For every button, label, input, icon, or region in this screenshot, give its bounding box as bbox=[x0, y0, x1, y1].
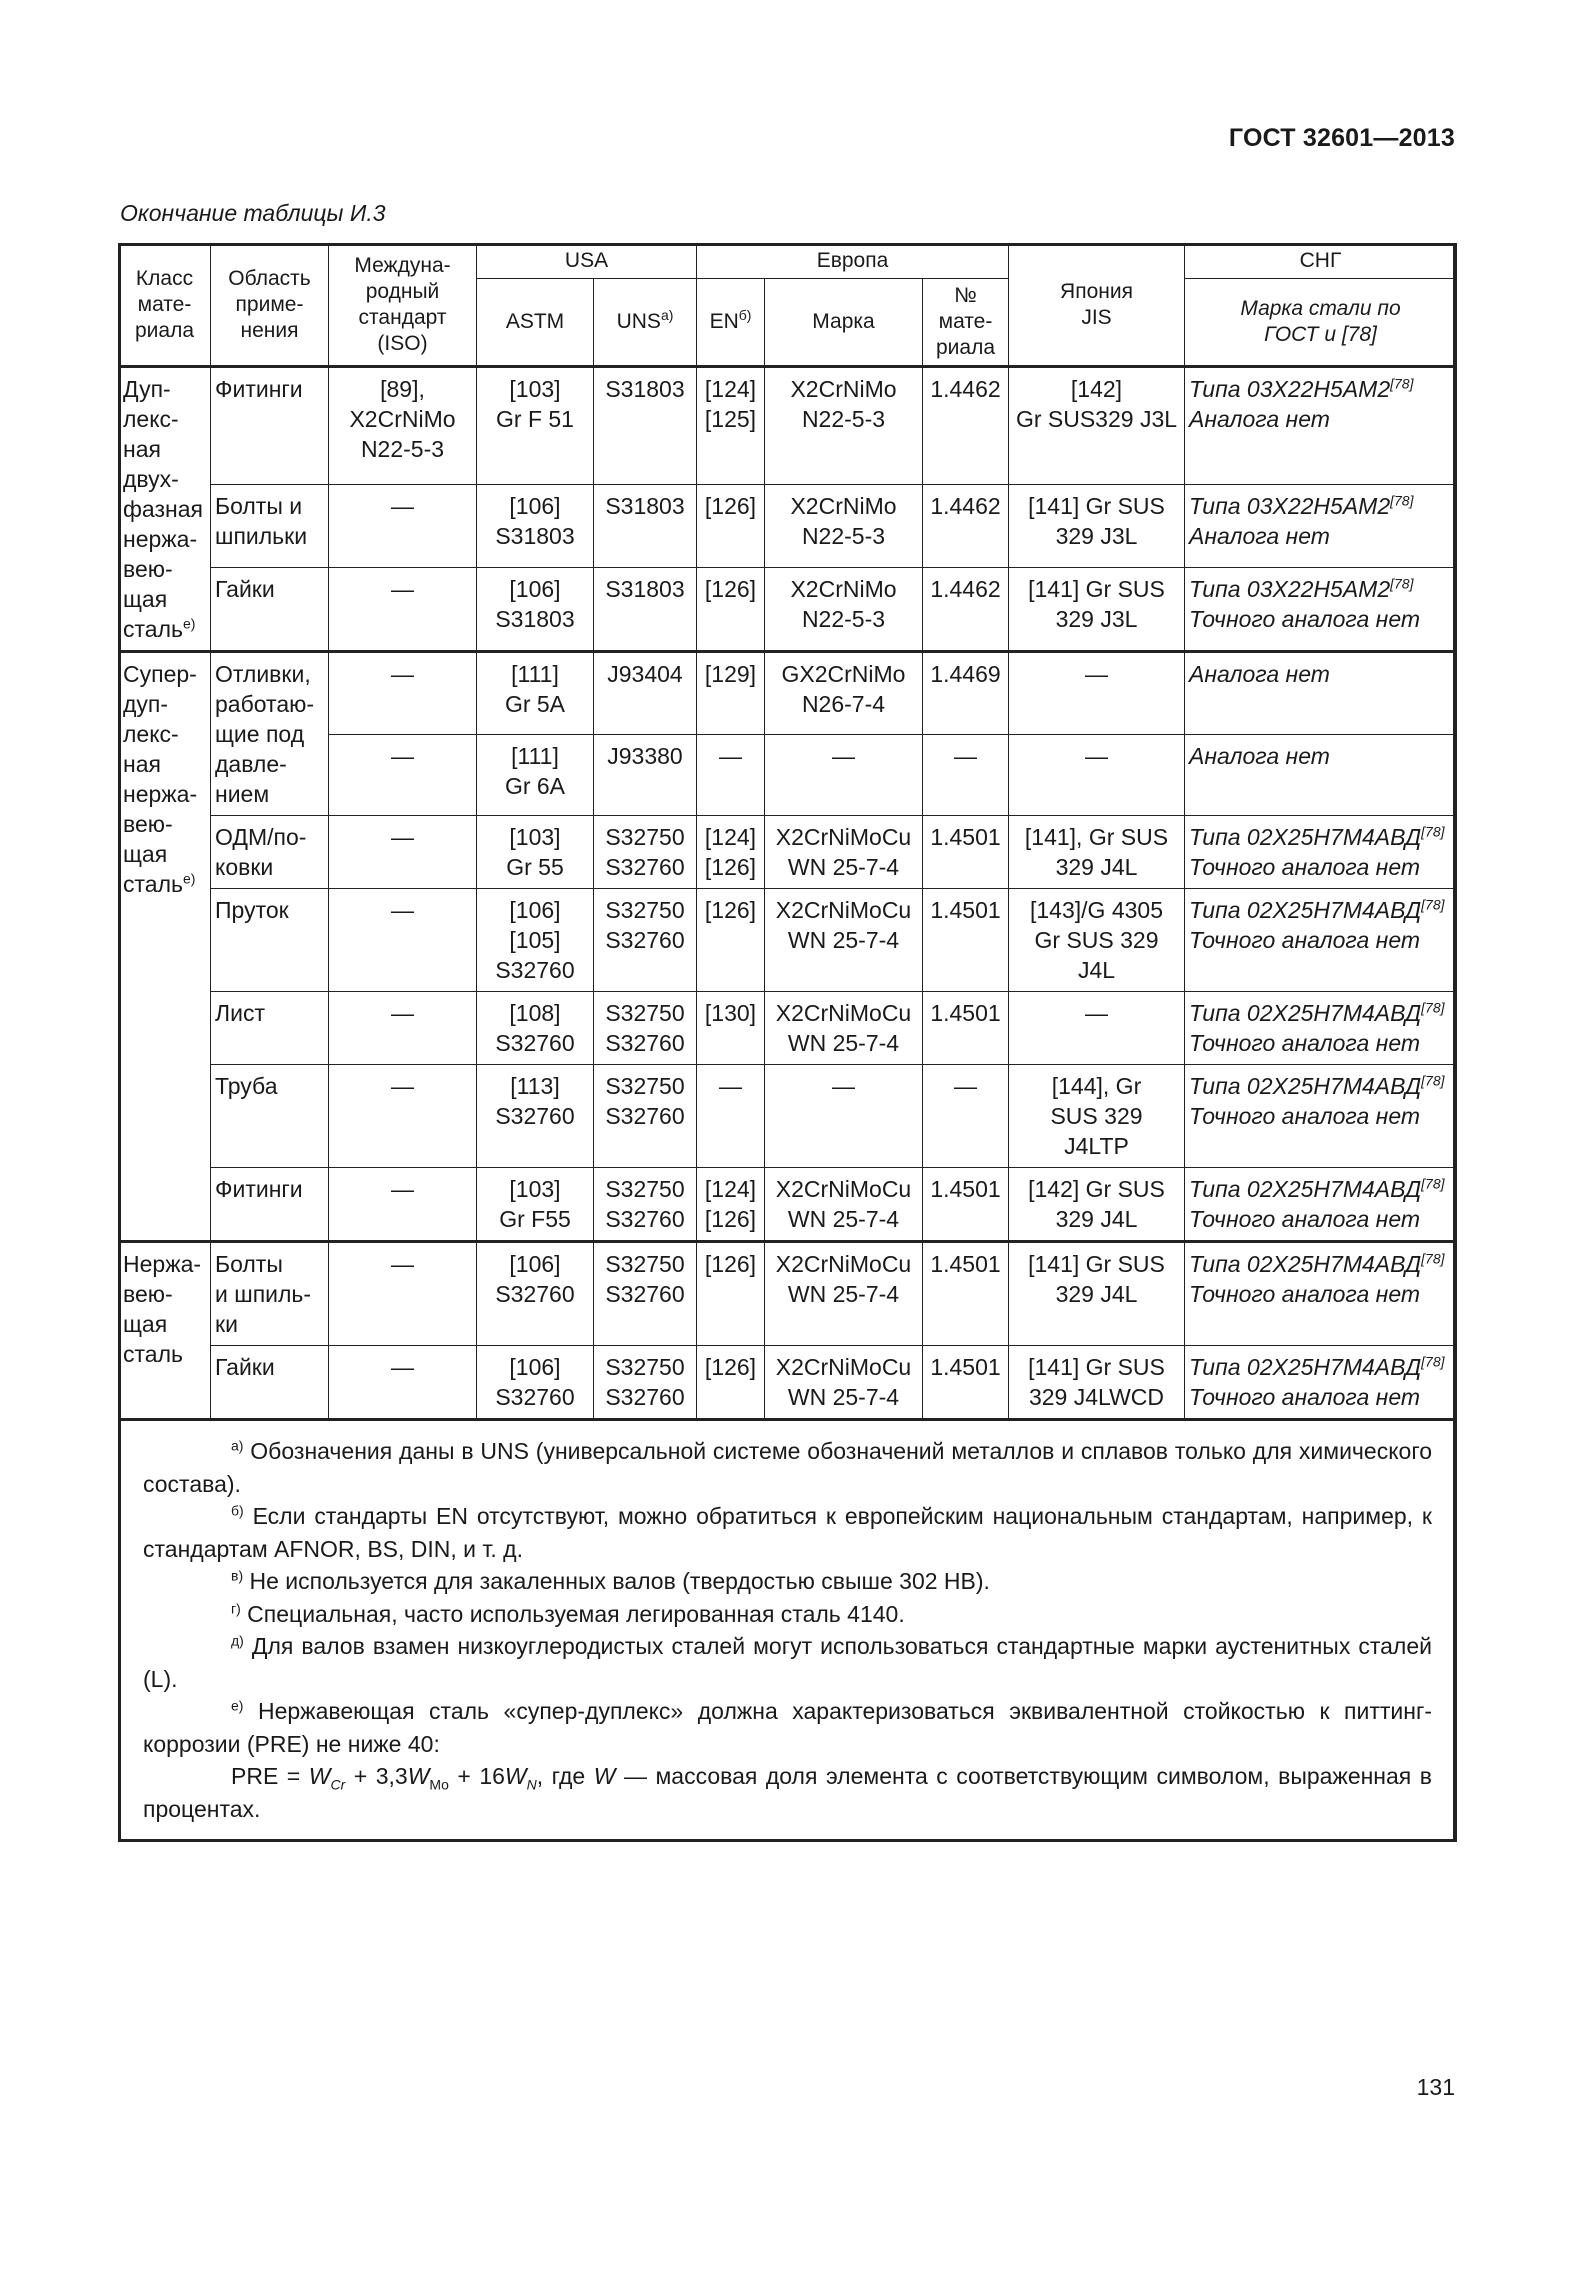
astm-cell: [103] Gr 55 bbox=[477, 816, 594, 889]
cis-grade-text: Типа 03Х22Н5АМ2 bbox=[1189, 493, 1391, 520]
en-cell: — bbox=[697, 1065, 765, 1168]
cis-cell bbox=[1185, 734, 1457, 815]
area-cell: Фитинги bbox=[211, 367, 329, 485]
jis-cell: [141] Gr SUS 329 J4LWCD bbox=[1009, 1346, 1185, 1420]
cis-analog-text: Точного аналога нет bbox=[1189, 605, 1421, 632]
header-europe: Европа bbox=[697, 244, 1009, 279]
cis-cell bbox=[1185, 367, 1457, 485]
matno-cell: 1.4501 bbox=[923, 1242, 1009, 1346]
cis-cell bbox=[1185, 889, 1457, 992]
ref-78: [78] bbox=[1421, 1072, 1445, 1089]
astm-cell: [111] Gr 5A bbox=[477, 652, 594, 735]
grade-cell: X2CrNiMo N22-5-3 bbox=[765, 567, 923, 651]
en-cell: [124] [126] bbox=[697, 816, 765, 889]
uns-cell: S32750 S32760 bbox=[594, 1242, 697, 1346]
uns-cell: S32750 S32760 bbox=[594, 889, 697, 992]
jis-cell: [141], Gr SUS 329 J4L bbox=[1009, 816, 1185, 889]
matno-cell: 1.4501 bbox=[923, 889, 1009, 992]
iso-cell: — bbox=[329, 485, 477, 568]
table-row bbox=[119, 367, 1457, 485]
ref-78: [78] bbox=[1390, 575, 1414, 592]
jis-cell: [141] Gr SUS 329 J4L bbox=[1009, 1242, 1185, 1346]
en-cell: [124] [125] bbox=[697, 367, 765, 485]
steel-equivalents-table bbox=[118, 243, 1457, 1842]
matno-cell: 1.4501 bbox=[923, 1346, 1009, 1420]
cis-analog-text: Точного аналога нет bbox=[1189, 1103, 1421, 1129]
page-number: 131 bbox=[1416, 2074, 1455, 2100]
iso-cell: — bbox=[329, 889, 477, 992]
matno-cell: 1.4501 bbox=[923, 816, 1009, 889]
footnote-g bbox=[143, 1598, 1432, 1631]
table-row bbox=[119, 652, 1457, 735]
area-cell: Пруток bbox=[211, 889, 329, 992]
grade-cell: X2CrNiMoCu WN 25-7-4 bbox=[765, 1242, 923, 1346]
grade-cell: X2CrNiMo N22-5-3 bbox=[765, 367, 923, 485]
header-japan: Япония JIS bbox=[1009, 244, 1185, 367]
formula-part: + 3,3 bbox=[345, 1763, 408, 1789]
document-number: ГОСТ 32601—2013 bbox=[1228, 124, 1455, 152]
cis-cell bbox=[1185, 992, 1457, 1065]
iso-cell: — bbox=[329, 567, 477, 651]
footnote-v bbox=[143, 1565, 1432, 1598]
footnote-text: Нержавеющая сталь «супер-дуплекс» должна характеризоваться эквивалентной стойкостью к питтинг-коррозии (PRE) не ниже 40: bbox=[143, 1698, 1433, 1757]
matno-cell: 1.4462 bbox=[923, 567, 1009, 651]
header-usa: USA bbox=[477, 244, 697, 279]
cis-grade-text: Типа 03Х22Н5АМ2 bbox=[1189, 376, 1391, 402]
footnote-b bbox=[143, 1500, 1432, 1565]
matno-cell: 1.4501 bbox=[923, 1168, 1009, 1242]
formula-index: Mo bbox=[429, 1776, 449, 1793]
uns-cell: J93404 bbox=[594, 652, 697, 735]
area-cell-castings: Отливки, работаю- щие под давле- нием bbox=[211, 652, 329, 816]
astm-cell: [106] S32760 bbox=[477, 1242, 594, 1346]
area-cell: ОДМ/по- ковки bbox=[211, 816, 329, 889]
uns-cell: S32750 S32760 bbox=[594, 992, 697, 1065]
grade-cell: X2CrNiMoCu WN 25-7-4 bbox=[765, 992, 923, 1065]
footnote-mark: д) bbox=[231, 1632, 244, 1649]
cis-grade-text: Типа 02Х25Н7М4АВД bbox=[1189, 1073, 1422, 1099]
header-material-number: № мате- риала bbox=[923, 279, 1009, 367]
cis-grade-text: Типа 02Х25Н7М4АВД bbox=[1189, 897, 1422, 923]
cis-cell bbox=[1185, 1346, 1457, 1420]
formula-var: W bbox=[407, 1763, 430, 1789]
grade-cell: X2CrNiMoCu WN 25-7-4 bbox=[765, 1168, 923, 1242]
header-cis: СНГ bbox=[1185, 244, 1457, 279]
cis-grade-text: Типа 02Х25Н7М4АВД bbox=[1189, 1354, 1422, 1380]
iso-cell: — bbox=[329, 652, 477, 735]
class-superduplex bbox=[119, 652, 211, 1242]
en-cell: [126] bbox=[697, 1242, 765, 1346]
formula-var: W bbox=[308, 1763, 331, 1789]
header-uns-note: а) bbox=[660, 307, 674, 323]
footnotes bbox=[119, 1420, 1457, 1842]
en-cell: [126] bbox=[697, 485, 765, 568]
header-uns-text: UNS bbox=[616, 310, 661, 333]
cis-cell bbox=[1185, 1168, 1457, 1242]
ref-78: [78] bbox=[1390, 375, 1414, 392]
footnote-mark: а) bbox=[231, 1437, 244, 1454]
jis-cell: [142] Gr SUS329 J3L bbox=[1009, 367, 1185, 485]
table-row bbox=[119, 1065, 1457, 1168]
cis-analog-text: Аналога нет bbox=[1189, 406, 1330, 432]
footnotes-row bbox=[119, 1420, 1457, 1842]
iso-cell: — bbox=[329, 1242, 477, 1346]
uns-cell: S31803 bbox=[594, 485, 697, 568]
cis-analog-text: Точного аналога нет bbox=[1189, 854, 1421, 880]
ref-78: [78] bbox=[1421, 999, 1445, 1016]
footnote-text: Обозначения даны в UNS (универсальной системе обозначений металлов и сплавов только для химического состава). bbox=[143, 1438, 1432, 1497]
table-row bbox=[119, 816, 1457, 889]
uns-cell: S32750 S32760 bbox=[594, 1346, 697, 1420]
table-row bbox=[119, 992, 1457, 1065]
cis-analog-text: Точного аналога нет bbox=[1189, 1206, 1421, 1232]
matno-cell: — bbox=[923, 734, 1009, 815]
matno-cell: — bbox=[923, 1065, 1009, 1168]
astm-cell: [106] [105] S32760 bbox=[477, 889, 594, 992]
area-cell: Фитинги bbox=[211, 1168, 329, 1242]
iso-cell: — bbox=[329, 1168, 477, 1242]
ref-78: [78] bbox=[1421, 1175, 1445, 1192]
footnote-text: Если стандарты EN отсутствуют, можно обратиться к европейским национальным стандартам, например, к стандартам AFNOR, BS, DIN, и т. д. bbox=[143, 1503, 1432, 1562]
jis-cell: [143]/G 4305 Gr SUS 329 J4L bbox=[1009, 889, 1185, 992]
jis-cell: — bbox=[1009, 652, 1185, 735]
header-uns bbox=[594, 279, 697, 367]
grade-cell: X2CrNiMoCu WN 25-7-4 bbox=[765, 1346, 923, 1420]
footnote-e bbox=[143, 1695, 1432, 1760]
uns-cell: S32750 S32760 bbox=[594, 816, 697, 889]
cis-analog-text: Аналога нет bbox=[1189, 661, 1330, 687]
astm-cell: [111] Gr 6A bbox=[477, 734, 594, 815]
table-row bbox=[119, 889, 1457, 992]
ref-78: [78] bbox=[1421, 896, 1445, 913]
cis-cell bbox=[1185, 816, 1457, 889]
class-duplex bbox=[119, 367, 211, 652]
iso-cell: — bbox=[329, 816, 477, 889]
matno-cell: 1.4469 bbox=[923, 652, 1009, 735]
footnote-mark: в) bbox=[231, 1567, 244, 1584]
class-stainless: Нержа- вею- щая сталь bbox=[119, 1242, 211, 1420]
iso-cell: — bbox=[329, 1346, 477, 1420]
cis-cell bbox=[1185, 652, 1457, 735]
table-row bbox=[119, 1168, 1457, 1242]
jis-cell: — bbox=[1009, 992, 1185, 1065]
cis-grade-text: Типа 02Х25Н7М4АВД bbox=[1189, 824, 1422, 850]
ref-78: [78] bbox=[1390, 492, 1414, 509]
footnote-mark: е) bbox=[231, 1697, 244, 1714]
footnote-text: Для валов взамен низкоуглеродистых сталей могут использоваться стандартные марки аустенитных сталей (L). bbox=[143, 1633, 1432, 1692]
table-row bbox=[119, 1346, 1457, 1420]
matno-cell: 1.4501 bbox=[923, 992, 1009, 1065]
uns-cell: S31803 bbox=[594, 567, 697, 651]
area-cell: Гайки bbox=[211, 1346, 329, 1420]
en-cell: [126] bbox=[697, 1346, 765, 1420]
uns-cell: S32750 S32760 bbox=[594, 1168, 697, 1242]
pre-formula bbox=[143, 1760, 1432, 1825]
cis-analog-text: Точного аналога нет bbox=[1189, 1281, 1421, 1307]
header-grade: Марка bbox=[765, 279, 923, 367]
formula-index: Cr bbox=[330, 1776, 346, 1793]
uns-cell: S31803 bbox=[594, 367, 697, 485]
en-cell: [129] bbox=[697, 652, 765, 735]
astm-cell: [108] S32760 bbox=[477, 992, 594, 1065]
cis-cell bbox=[1185, 1242, 1457, 1346]
table-caption: Окончание таблицы И.3 bbox=[120, 200, 386, 226]
jis-cell: [141] Gr SUS 329 J3L bbox=[1009, 485, 1185, 568]
header-en-text: EN bbox=[709, 310, 739, 333]
table-row bbox=[119, 1242, 1457, 1346]
table-row bbox=[119, 567, 1457, 651]
cis-analog-text: Точного аналога нет bbox=[1189, 1384, 1421, 1410]
ref-78: [78] bbox=[1421, 1250, 1445, 1267]
cis-analog-text: Точного аналога нет bbox=[1189, 927, 1421, 953]
grade-cell: X2CrNiMoCu WN 25-7-4 bbox=[765, 889, 923, 992]
cis-cell bbox=[1185, 485, 1457, 568]
en-cell: [126] bbox=[697, 889, 765, 992]
footnote-text: Специальная, часто используемая легированная сталь 4140. bbox=[247, 1600, 905, 1627]
area-cell: Гайки bbox=[211, 567, 329, 651]
matno-cell: 1.4462 bbox=[923, 367, 1009, 485]
cis-analog-text: Аналога нет bbox=[1189, 523, 1330, 550]
area-cell: Болты и шпиль- ки bbox=[211, 1242, 329, 1346]
header-iso: Междуна- родный стандарт (ISO) bbox=[329, 244, 477, 367]
header-area: Область приме- нения bbox=[211, 244, 329, 367]
astm-cell: [103] Gr F 51 bbox=[477, 367, 594, 485]
cis-analog-text: Аналога нет bbox=[1189, 742, 1330, 769]
formula-part: + 16 bbox=[448, 1763, 505, 1789]
class-duplex-text: Дуп- лекс- ная двух- фазная нержа- вею- щая сталь bbox=[123, 376, 203, 642]
footnote-a bbox=[143, 1435, 1432, 1500]
footnote-mark: г) bbox=[231, 1599, 241, 1616]
jis-cell: — bbox=[1009, 734, 1185, 815]
ref-78: [78] bbox=[1421, 1353, 1445, 1370]
en-cell: [130] bbox=[697, 992, 765, 1065]
formula-part: , где bbox=[536, 1763, 594, 1789]
footnote-mark: б) bbox=[231, 1502, 244, 1519]
jis-cell: [144], Gr SUS 329 J4LTP bbox=[1009, 1065, 1185, 1168]
en-cell: [126] bbox=[697, 567, 765, 651]
cis-cell bbox=[1185, 1065, 1457, 1168]
astm-cell: [106] S31803 bbox=[477, 567, 594, 651]
footnote-d bbox=[143, 1630, 1432, 1695]
formula-index: N bbox=[526, 1776, 537, 1793]
iso-cell: [89], X2CrNiMo N22-5-3 bbox=[329, 367, 477, 485]
cis-cell bbox=[1185, 567, 1457, 651]
header-en bbox=[697, 279, 765, 367]
area-cell: Болты и шпильки bbox=[211, 485, 329, 568]
uns-cell: S32750 S32760 bbox=[594, 1065, 697, 1168]
grade-cell: X2CrNiMoCu WN 25-7-4 bbox=[765, 816, 923, 889]
header-cis-grade: Марка стали по ГОСТ и [78] bbox=[1185, 279, 1457, 367]
class-superduplex-text: Супер- дуп- лекс- ная нержа- вею- щая сталь bbox=[123, 661, 198, 897]
cis-grade-text: Типа 02Х25Н7М4АВД bbox=[1189, 1000, 1422, 1026]
grade-cell: — bbox=[765, 734, 923, 815]
ref-78: [78] bbox=[1421, 823, 1445, 840]
formula-part: — массовая доля элемента с соответствующим символом, выраженная в процентах. bbox=[143, 1763, 1432, 1822]
iso-cell: — bbox=[329, 1065, 477, 1168]
matno-cell: 1.4462 bbox=[923, 485, 1009, 568]
header-astm: ASTM bbox=[477, 279, 594, 367]
table-row bbox=[119, 485, 1457, 568]
grade-cell: X2CrNiMo N22-5-3 bbox=[765, 485, 923, 568]
iso-cell: — bbox=[329, 734, 477, 815]
cis-grade-text: Типа 02Х25Н7М4АВД bbox=[1189, 1176, 1422, 1202]
astm-cell: [106] S31803 bbox=[477, 485, 594, 568]
formula-var: W bbox=[504, 1763, 527, 1789]
cis-grade-text: Типа 03Х22Н5АМ2 bbox=[1189, 575, 1391, 602]
en-cell: — bbox=[697, 734, 765, 815]
jis-cell: [141] Gr SUS 329 J3L bbox=[1009, 567, 1185, 651]
uns-cell: J93380 bbox=[594, 734, 697, 815]
grade-cell: — bbox=[765, 1065, 923, 1168]
cis-analog-text: Точного аналога нет bbox=[1189, 1030, 1421, 1056]
class-duplex-note: е) bbox=[182, 615, 196, 632]
en-cell: [124] [126] bbox=[697, 1168, 765, 1242]
area-cell: Лист bbox=[211, 992, 329, 1065]
class-superduplex-note: е) bbox=[182, 870, 196, 887]
area-cell: Труба bbox=[211, 1065, 329, 1168]
grade-cell: GX2CrNiMo N26-7-4 bbox=[765, 652, 923, 735]
cis-grade-text: Типа 02Х25Н7М4АВД bbox=[1189, 1251, 1422, 1277]
astm-cell: [106] S32760 bbox=[477, 1346, 594, 1420]
footnote-text: Не используется для закаленных валов (твердостью свыше 302 НВ). bbox=[249, 1568, 990, 1594]
header-en-note: б) bbox=[738, 307, 752, 323]
astm-cell: [103] Gr F55 bbox=[477, 1168, 594, 1242]
header-class: Класс мате- риала bbox=[119, 244, 211, 367]
iso-cell: — bbox=[329, 992, 477, 1065]
formula-part: PRE = bbox=[231, 1763, 309, 1789]
jis-cell: [142] Gr SUS 329 J4L bbox=[1009, 1168, 1185, 1242]
formula-var: W bbox=[593, 1763, 616, 1789]
astm-cell: [113] S32760 bbox=[477, 1065, 594, 1168]
